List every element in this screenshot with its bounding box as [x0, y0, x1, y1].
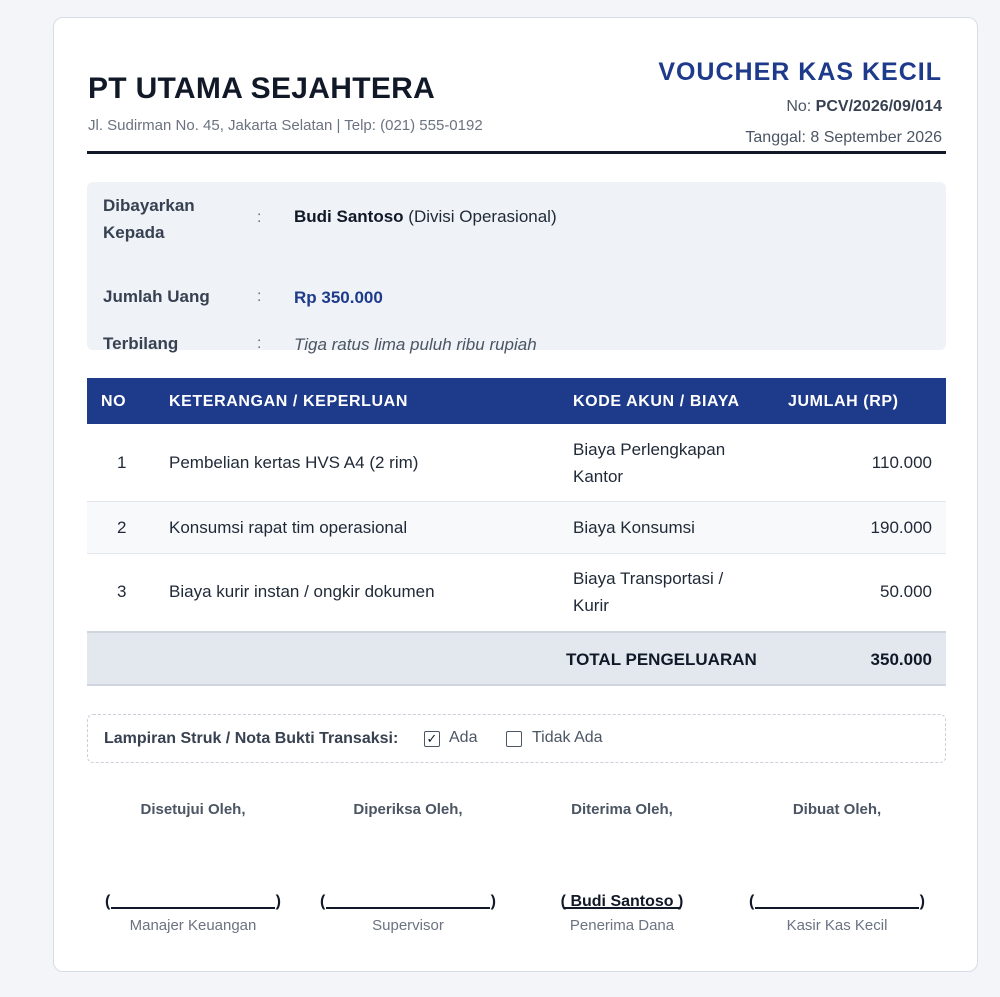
- attachment-label: Lampiran Struk / Nota Bukti Transaksi:: [104, 730, 399, 747]
- row-amount: 190.000: [870, 518, 932, 537]
- signature-line: [755, 907, 919, 909]
- attachment-box: [87, 714, 946, 763]
- row-description: Pembelian kertas HVS A4 (2 rim): [169, 453, 419, 472]
- company-address: Jl. Sudirman No. 45, Jakarta Selatan | Telp: (021) 555-0192: [88, 117, 483, 134]
- company-name: PT UTAMA SEJAHTERA: [88, 72, 436, 105]
- words-label: Terbilang: [103, 334, 179, 353]
- amount-value: Rp 350.000: [294, 288, 383, 307]
- signature-name: ( Budi Santoso ): [560, 893, 684, 910]
- column-header-no: NO: [101, 393, 127, 410]
- checkmark-icon: ✓: [426, 731, 438, 746]
- amount-colon: :: [257, 288, 262, 305]
- signature-role: Kasir Kas Kecil: [786, 917, 888, 934]
- table-row: [87, 502, 946, 554]
- signature-title: Disetujui Oleh,: [140, 801, 246, 818]
- signature-line: [111, 907, 275, 909]
- row-account-line-2: Kantor: [573, 467, 624, 486]
- signature-role: Manajer Keuangan: [129, 917, 257, 934]
- header-divider: [87, 151, 946, 154]
- row-amount: 50.000: [880, 582, 932, 601]
- row-account-line-1: Biaya Transportasi /: [573, 569, 724, 588]
- table-row: [87, 424, 946, 502]
- signature-prepared: Dibuat Oleh, ( ) Kasir Kas Kecil: [749, 801, 925, 934]
- payee-colon: :: [257, 209, 262, 226]
- payee-label-line-1: Dibayarkan: [103, 196, 195, 215]
- signature-line: [564, 907, 680, 909]
- payment-info-box: [87, 182, 946, 354]
- row-account: [573, 565, 723, 619]
- voucher-number: [786, 98, 942, 116]
- attachment-yes-checkbox[interactable]: [424, 731, 440, 747]
- table-header: [87, 378, 946, 424]
- attachment-yes-label[interactable]: Ada: [449, 729, 478, 746]
- signature-title: Diperiksa Oleh,: [353, 801, 463, 818]
- signature-role: Supervisor: [372, 917, 444, 934]
- row-account: Biaya Konsumsi: [573, 518, 695, 537]
- amount-in-words: Tiga ratus lima puluh ribu rupiah: [294, 335, 537, 354]
- payee-label: [103, 192, 195, 246]
- row-number: 2: [117, 518, 127, 537]
- signature-line: [326, 907, 490, 909]
- amount-label: Jumlah Uang: [103, 287, 210, 306]
- payee-label-line-2: Kepada: [103, 223, 165, 242]
- total-row: [87, 631, 946, 686]
- voucher-card: [53, 17, 978, 972]
- column-header-description: KETERANGAN / KEPERLUAN: [169, 393, 408, 410]
- voucher-number-value: PCV/2026/09/014: [815, 98, 942, 115]
- signature-title: Diterima Oleh,: [571, 801, 673, 818]
- attachment-no-checkbox[interactable]: [506, 731, 522, 747]
- row-account-line-2: Kurir: [573, 596, 609, 615]
- signature-role: Penerima Dana: [569, 917, 675, 934]
- signature-approved: Disetujui Oleh, ( ) Manajer Keuangan: [105, 801, 281, 934]
- row-account-line-1: Biaya Perlengkapan: [573, 440, 726, 459]
- row-number: 1: [117, 453, 127, 472]
- payee-value: [294, 207, 557, 227]
- signature-title: Dibuat Oleh,: [792, 801, 882, 818]
- total-value: 350.000: [870, 650, 932, 669]
- row-account: [573, 436, 725, 490]
- voucher-date: Tanggal: 8 September 2026: [745, 129, 942, 146]
- words-colon: :: [257, 335, 262, 352]
- column-header-account: KODE AKUN / BIAYA: [573, 393, 740, 410]
- attachment-no-label[interactable]: Tidak Ada: [532, 729, 603, 746]
- signature-checked: Diperiksa Oleh, ( ) Supervisor: [320, 801, 496, 934]
- row-amount: 110.000: [871, 453, 932, 472]
- column-header-amount: JUMLAH (RP): [788, 393, 899, 410]
- row-description: Konsumsi rapat tim operasional: [169, 518, 408, 537]
- signature-received: [532, 801, 712, 934]
- row-description: Biaya kurir instan / ongkir dokumen: [169, 582, 435, 601]
- voucher-number-label: No:: [786, 98, 812, 115]
- total-label: TOTAL PENGELUARAN: [566, 650, 757, 669]
- voucher-title: VOUCHER KAS KECIL: [658, 58, 942, 86]
- payee-division: (Divisi Operasional): [408, 207, 557, 226]
- payee-name: Budi Santoso: [294, 207, 404, 226]
- table-row: [87, 554, 946, 631]
- row-number: 3: [117, 582, 127, 601]
